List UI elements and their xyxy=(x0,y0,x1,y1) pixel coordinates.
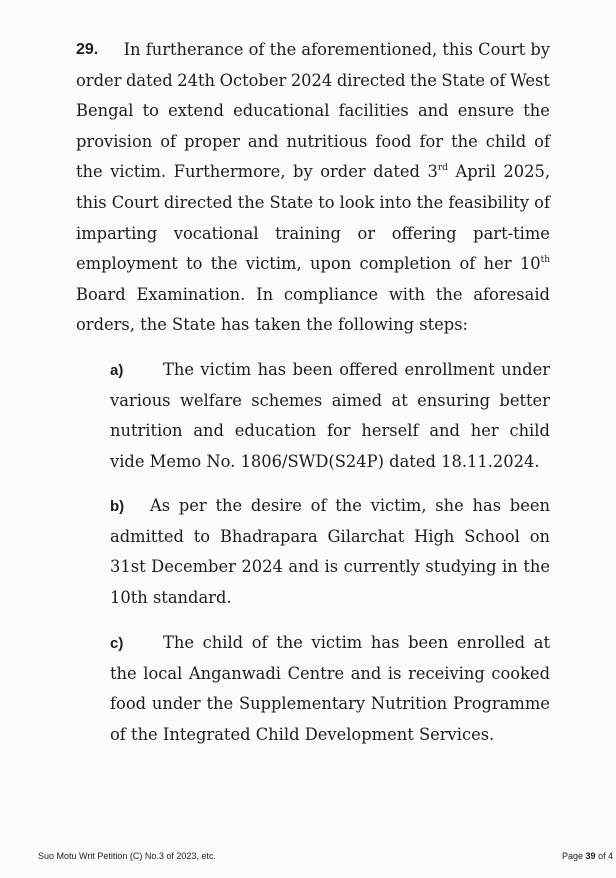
step-a-line: various welfare schemes aimed at ensuring better xyxy=(110,391,550,410)
paragraph-line: this Court directed the State to look into the feasibility of xyxy=(76,193,550,212)
paragraph-line: orders, the State has taken the following steps: xyxy=(76,315,469,334)
ordinal-suffix: th xyxy=(540,254,550,265)
paragraph-line xyxy=(76,40,550,60)
ordinal-suffix: rd xyxy=(437,162,448,173)
paragraph-line: Board Examination. In compliance with the aforesaid xyxy=(76,285,550,304)
paragraph-text: April 2025, xyxy=(447,162,550,181)
step-a-label: a) xyxy=(110,362,124,379)
step-b-text: As per the desire of the victim, she has been xyxy=(150,496,550,515)
paragraph-line: provision of proper and nutritious food for the child of xyxy=(76,132,550,151)
footer-page-number: Page 39 of 4 xyxy=(562,851,614,861)
step-a-line xyxy=(110,360,550,381)
paragraph-line xyxy=(76,254,550,274)
paragraph-number: 29. xyxy=(76,41,99,58)
paragraph-text: In furtherance of the aforementioned, this Court by xyxy=(123,40,550,59)
step-c-line: food under the Supplementary Nutrition Programme xyxy=(110,694,550,713)
step-a-line: vide Memo No. 1806/SWD(S24P) dated 18.11.2024. xyxy=(110,452,540,471)
paragraph-line: imparting vocational training or offering part-time xyxy=(76,224,550,243)
step-a-line: nutrition and education for herself and her child xyxy=(110,421,550,440)
step-c-text: The child of the victim has been enrolled at xyxy=(163,633,550,652)
paragraph-text: the victim. Furthermore, by order dated 3 xyxy=(76,162,438,181)
step-c-line: of the Integrated Child Development Services. xyxy=(110,725,495,744)
paragraph-line xyxy=(76,162,550,182)
footer-case-title: Suo Motu Writ Petition (C) No.3 of 2023, etc. xyxy=(38,851,216,861)
paragraph-text: employment to the victim, upon completion of her 10 xyxy=(76,254,541,273)
step-b-line: 31st December 2024 and is currently studying in the xyxy=(110,557,550,576)
step-b-line: 10th standard. xyxy=(110,588,232,607)
step-c-label: c) xyxy=(110,635,124,652)
step-c-line: the local Anganwadi Centre and is receiving cooked xyxy=(110,664,550,683)
step-b-line xyxy=(110,496,550,517)
step-b-label: b) xyxy=(110,498,125,515)
step-a-text: The victim has been offered enrollment under xyxy=(163,360,550,379)
step-c-line xyxy=(110,633,550,654)
paragraph-line: Bengal to extend educational facilities and ensure the xyxy=(76,101,550,120)
step-b-line: admitted to Bhadrapara Gilarchat High School on xyxy=(110,527,550,546)
paragraph-line: order dated 24th October 2024 directed the State of West xyxy=(76,71,550,90)
